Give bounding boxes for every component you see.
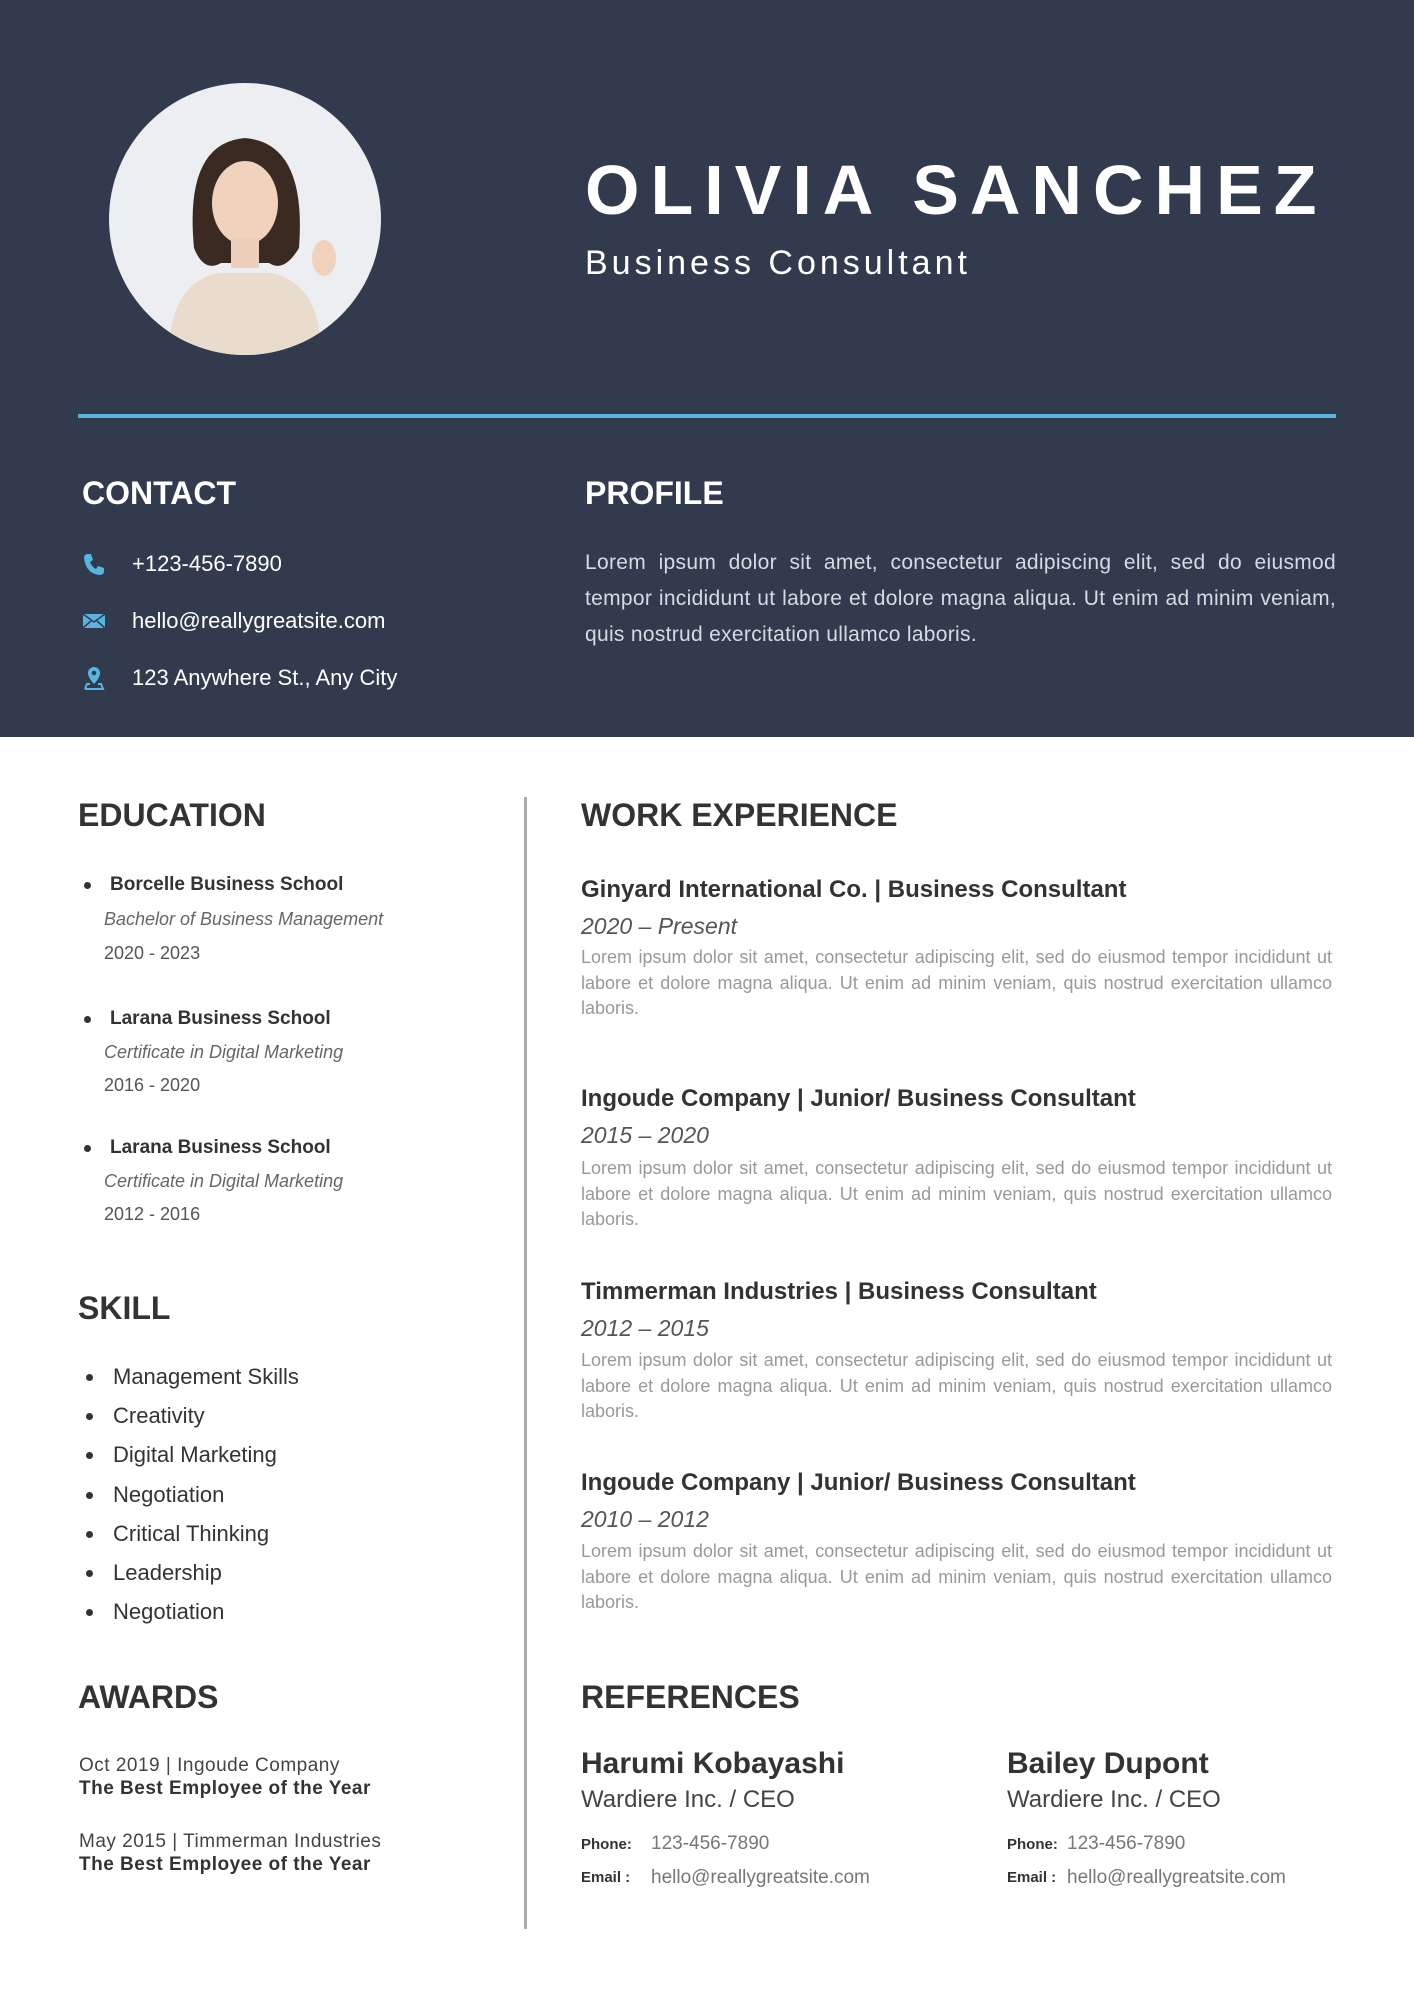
reference-phone-label: Phone: — [581, 1836, 632, 1853]
reference-company: Wardiere Inc. / CEO — [1007, 1786, 1221, 1813]
phone-icon — [82, 552, 106, 576]
work-dates: 2010 – 2012 — [581, 1506, 709, 1532]
skill-heading: SKILL — [78, 1290, 171, 1326]
reference-name: Harumi Kobayashi — [581, 1747, 845, 1780]
work-heading: WORK EXPERIENCE — [581, 797, 898, 833]
reference-company: Wardiere Inc. / CEO — [581, 1786, 795, 1813]
award-date-company: May 2015 | Timmerman Industries — [79, 1831, 382, 1852]
bullet — [86, 1609, 93, 1616]
bullet — [86, 1374, 93, 1381]
work-description: Lorem ipsum dolor sit amet, consectetur adipiscing elit, sed do eiusmod tempor incididunt ut labore et dolore magna aliqua. Ut enim ad minim veniam, quis nostrud exercitation ullamco laboris. — [581, 1541, 1332, 1612]
reference-email[interactable]: hello@reallygreatsite.com — [1067, 1867, 1286, 1888]
contact-phone: +123-456-7890 — [132, 551, 282, 576]
column-divider — [524, 797, 527, 1929]
profile-heading: PROFILE — [585, 475, 724, 511]
work-dates: 2020 – Present — [581, 913, 738, 939]
work-dates: 2015 – 2020 — [581, 1122, 709, 1148]
work-title: Timmerman Industries | Business Consultant — [581, 1278, 1097, 1305]
education-school: Larana Business School — [110, 1008, 331, 1029]
profile-photo — [109, 83, 381, 355]
location-pin-icon — [82, 666, 106, 690]
education-degree: Certificate in Digital Marketing — [104, 1171, 344, 1191]
references-heading: REFERENCES — [581, 1679, 800, 1715]
reference-phone-label: Phone: — [1007, 1836, 1058, 1853]
skill-item: Critical Thinking — [113, 1520, 270, 1546]
bullet — [86, 1452, 93, 1459]
bullet — [86, 1492, 93, 1499]
bullet — [84, 1145, 91, 1152]
candidate-title: Business Consultant — [585, 244, 971, 282]
work-description: Lorem ipsum dolor sit amet, consectetur adipiscing elit, sed do eiusmod tempor incididunt ut labore et dolore magna aliqua. Ut enim ad minim veniam, quis nostrud exercitation ullamco laboris. — [581, 947, 1332, 1018]
bullet — [86, 1570, 93, 1577]
contact-address: 123 Anywhere St., Any City — [132, 665, 398, 690]
award-title: The Best Employee of the Year — [79, 1778, 371, 1799]
award-date-company: Oct 2019 | Ingoude Company — [79, 1755, 340, 1776]
education-heading: EDUCATION — [78, 797, 266, 833]
reference-name: Bailey Dupont — [1007, 1747, 1209, 1780]
education-school: Larana Business School — [110, 1137, 331, 1158]
reference-email[interactable]: hello@reallygreatsite.com — [651, 1867, 870, 1888]
work-description: Lorem ipsum dolor sit amet, consectetur adipiscing elit, sed do eiusmod tempor incididunt ut labore et dolore magna aliqua. Ut enim ad minim veniam, quis nostrud exercitation ullamco laboris. — [581, 1350, 1332, 1421]
bullet — [84, 1016, 91, 1023]
awards-heading: AWARDS — [78, 1679, 219, 1715]
reference-email-label: Email : — [581, 1869, 631, 1886]
award-title: The Best Employee of the Year — [79, 1854, 371, 1875]
skill-item: Negotiation — [113, 1481, 225, 1507]
education-degree: Certificate in Digital Marketing — [104, 1042, 344, 1062]
reference-email-label: Email : — [1007, 1869, 1057, 1886]
education-school: Borcelle Business School — [110, 874, 344, 895]
work-title: Ingoude Company | Junior/ Business Consultant — [581, 1085, 1136, 1112]
education-degree: Bachelor of Business Management — [104, 909, 384, 929]
work-description: Lorem ipsum dolor sit amet, consectetur adipiscing elit, sed do eiusmod tempor incididunt ut labore et dolore magna aliqua. Ut enim ad minim veniam, quis nostrud exercitation ullamco laboris. — [581, 1158, 1332, 1229]
contact-email[interactable]: hello@reallygreatsite.com — [132, 608, 386, 633]
work-title: Ginyard International Co. | Business Consultant — [581, 876, 1127, 903]
work-dates: 2012 – 2015 — [581, 1315, 709, 1341]
skill-item: Creativity — [113, 1403, 205, 1429]
accent-divider — [78, 414, 1336, 418]
reference-phone: 123-456-7890 — [651, 1833, 770, 1854]
bullet — [86, 1531, 93, 1538]
reference-phone: 123-456-7890 — [1067, 1833, 1186, 1854]
bullet — [86, 1413, 93, 1420]
skill-item: Negotiation — [113, 1599, 225, 1625]
contact-heading: CONTACT — [82, 475, 237, 511]
skill-item: Leadership — [113, 1560, 222, 1585]
work-title: Ingoude Company | Junior/ Business Consultant — [581, 1469, 1136, 1496]
candidate-name: OLIVIA SANCHEZ — [585, 151, 1328, 229]
education-years: 2012 - 2016 — [104, 1204, 201, 1224]
bullet — [84, 882, 91, 889]
skill-item: Management Skills — [113, 1364, 299, 1389]
skill-item: Digital Marketing — [113, 1442, 277, 1468]
profile-text: Lorem ipsum dolor sit amet, consectetur adipiscing elit, sed do eiusmod tempor incididunt ut labore et dolore magna aliqua. Ut enim ad minim veniam, quis nostrud exercitation ullamco laboris. — [585, 551, 1336, 646]
mail-icon — [82, 609, 106, 633]
education-years: 2020 - 2023 — [104, 943, 201, 963]
education-years: 2016 - 2020 — [104, 1075, 201, 1095]
